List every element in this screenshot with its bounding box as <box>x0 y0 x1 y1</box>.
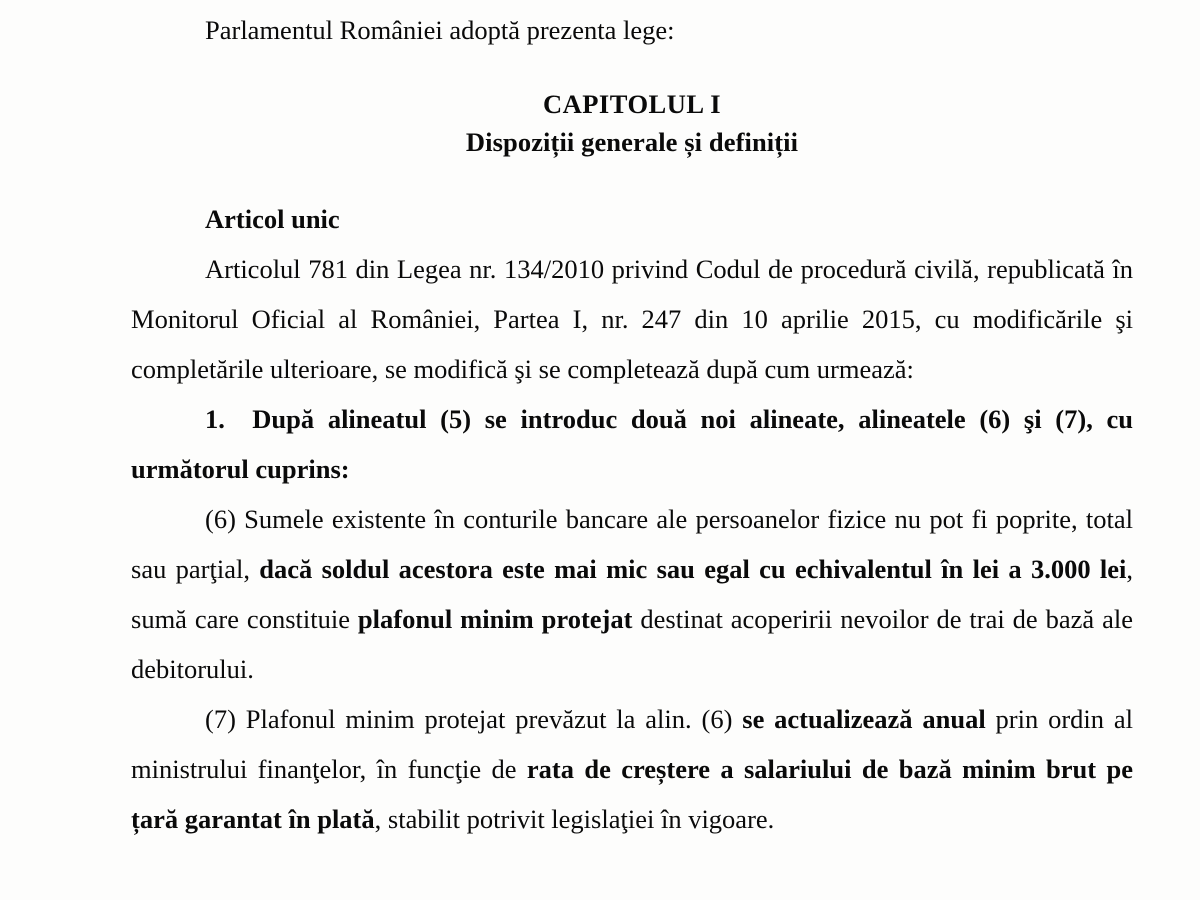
chapter-subtitle: Dispoziții generale și definiții <box>465 127 799 157</box>
chapter-number-label: CAPITOLUL I <box>542 89 722 119</box>
amendment-item-1-text: După alineatul (5) se introduc două noi alineate, alineatele (6) şi (7), cu următorul cuprins: <box>131 404 1134 484</box>
paragraph-7-run-3: rata de creștere a salariului de bază minim brut pe țară garantat în plată <box>131 754 1133 834</box>
paragraph-7-run-1: se actualizează anual <box>742 704 986 734</box>
chapter-heading-block <box>131 85 1133 161</box>
paragraph-7-run-4: , stabilit potrivit legislaţiei în vigoare. <box>374 804 775 834</box>
text-column <box>131 0 1133 844</box>
paragraph-6 <box>131 494 1133 694</box>
paragraph-6-run-1: dacă soldul acestora este mai mic sau egal cu echivalentul în lei a 3.000 lei <box>259 554 1127 584</box>
paragraph-7 <box>131 694 1133 844</box>
amendment-item-1 <box>131 394 1133 494</box>
preamble-paragraph: Articolul 781 din Legea nr. 134/2010 privind Codul de procedură civilă, republicată în Monitorul Oficial al României, Partea I, nr. 247 din 10 aprilie 2015, cu modificările şi completările ulterioare, se modifică şi se completează după cum urmează: <box>131 254 1133 384</box>
paragraph-6-run-4: destinat acoperirii nevoilor de trai de bază ale debitorului. <box>131 604 1133 684</box>
paragraph-6-run-0: (6) Sumele existente în conturile bancare ale persoanelor fizice nu pot fi poprite, total sau parţial, <box>131 504 1133 584</box>
paragraph-7-run-2: prin ordin al ministrului finanţelor, în funcţie de <box>131 704 1134 784</box>
paragraph-6-run-2: , sumă care constituie <box>131 554 1133 634</box>
paragraph-7-run-0: (7) Plafonul minim protejat prevăzut la alin. (6) <box>205 704 743 734</box>
paragraph-6-run-3: plafonul minim protejat <box>357 604 633 634</box>
amendment-item-1-marker: 1. <box>205 404 225 434</box>
intro-line: Parlamentul României adoptă prezenta lege: <box>205 15 675 45</box>
article-heading: Articol unic <box>205 204 340 234</box>
